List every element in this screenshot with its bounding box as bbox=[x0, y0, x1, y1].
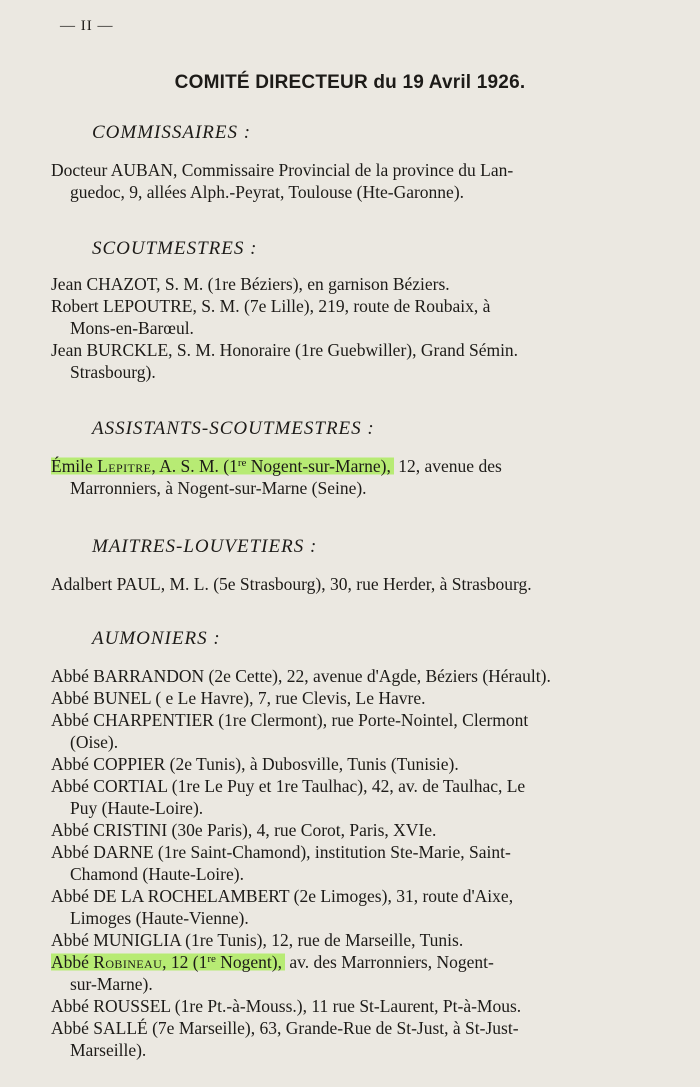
entry-line: Abbé ROUSSEL (1re Pt.-à-Mouss.), 11 rue St-Laurent, Pt-à-Mous. bbox=[51, 996, 522, 1016]
entry-line: Abbé BUNEL ( e Le Havre), 7, rue Clevis, Le Havre. bbox=[51, 688, 426, 708]
entry-line: Abbé CRISTINI (30e Paris), 4, rue Corot, Paris, XVIe. bbox=[51, 820, 437, 840]
entry-line: guedoc, 9, allées Alph.-Peyrat, Toulouse (Hte-Garonne). bbox=[70, 181, 465, 202]
section-heading-scoutmestres: SCOUTMESTRES : bbox=[92, 238, 258, 259]
entry-line: Mons-en-Barœul. bbox=[70, 317, 194, 338]
section-heading-commissaires: COMMISSAIRES : bbox=[92, 122, 252, 143]
entry-lepitre bbox=[51, 456, 671, 499]
entry-darne bbox=[51, 842, 671, 885]
entry-line: Abbé CORTIAL (1re Le Puy et 1re Taulhac), 42, av. de Taulhac, Le bbox=[51, 776, 526, 796]
entry-line: Abbé COPPIER (2e Tunis), à Dubosville, Tunis (Tunisie). bbox=[51, 754, 459, 774]
entry-line: Docteur AUBAN, Commissaire Provincial de la province du Lan- bbox=[51, 160, 514, 180]
entry-rochelambert bbox=[51, 886, 671, 929]
entry-line: Strasbourg). bbox=[70, 361, 156, 382]
entry-line: Adalbert PAUL, M. L. (5e Strasbourg), 30, rue Herder, à Strasbourg. bbox=[51, 574, 532, 594]
entry-line: Abbé DE LA ROCHELAMBERT (2e Limoges), 31, route d'Aixe, bbox=[51, 886, 514, 906]
section-heading-aumoniers: AUMONIERS : bbox=[92, 628, 221, 649]
entry-line: Abbé SALLÉ (7e Marseille), 63, Grande-Rue de St-Just, à St-Just- bbox=[51, 1018, 519, 1038]
entry-line: (Oise). bbox=[70, 731, 119, 752]
section-heading-assistants: ASSISTANTS-SCOUTMESTRES : bbox=[92, 418, 375, 439]
entry-line: Limoges (Haute-Vienne). bbox=[70, 907, 249, 928]
entry-coppier bbox=[51, 754, 671, 776]
entry-salle bbox=[51, 1018, 671, 1061]
entry-line: Marronniers, à Nogent-sur-Marne (Seine). bbox=[70, 477, 367, 498]
entry-barrandon bbox=[51, 666, 671, 688]
entry-line-highlighted: Émile Lepitre, A. S. M. (1re Nogent-sur-Marne), 12, avenue des bbox=[51, 456, 502, 476]
entry-line: Abbé BARRANDON (2e Cette), 22, avenue d'Agde, Béziers (Hérault). bbox=[51, 666, 551, 686]
entry-lepoutre bbox=[51, 296, 671, 339]
entry-line: Abbé MUNIGLIA (1re Tunis), 12, rue de Marseille, Tunis. bbox=[51, 930, 464, 950]
entry-line-highlighted: Abbé Robineau, 12 (1re Nogent), av. des Marronniers, Nogent- bbox=[51, 952, 494, 972]
highlight-mark: Émile Lepitre, A. S. M. (1re Nogent-sur-Marne), bbox=[51, 456, 394, 476]
entry-line: sur-Marne). bbox=[70, 973, 153, 994]
entry-bunel bbox=[51, 688, 671, 710]
entry-cristini bbox=[51, 820, 671, 842]
entry-line: Puy (Haute-Loire). bbox=[70, 797, 204, 818]
entry-muniglia bbox=[51, 930, 671, 952]
entry-chazot bbox=[51, 274, 671, 296]
entry-line: Jean CHAZOT, S. M. (1re Béziers), en garnison Béziers. bbox=[51, 274, 450, 294]
entry-line: Chamond (Haute-Loire). bbox=[70, 863, 244, 884]
entry-line: Jean BURCKLE, S. M. Honoraire (1re Guebwiller), Grand Sémin. bbox=[51, 340, 519, 360]
entry-paul bbox=[51, 574, 671, 596]
section-heading-louvetiers: MAITRES-LOUVETIERS : bbox=[92, 536, 318, 557]
entry-line: Abbé CHARPENTIER (1re Clermont), rue Porte-Nointel, Clermont bbox=[51, 710, 529, 730]
entry-burckle bbox=[51, 340, 671, 383]
entry-auban bbox=[51, 160, 671, 203]
page-title: COMITÉ DIRECTEUR du 19 Avril 1926. bbox=[174, 72, 526, 93]
entry-line: Robert LEPOUTRE, S. M. (7e Lille), 219, route de Roubaix, à bbox=[51, 296, 491, 316]
page-number: — II — bbox=[60, 18, 114, 34]
entry-roussel bbox=[51, 996, 671, 1018]
entry-robineau bbox=[51, 952, 671, 995]
entry-line: Abbé DARNE (1re Saint-Chamond), institution Ste-Marie, Saint- bbox=[51, 842, 511, 862]
highlight-mark: Abbé Robineau, 12 (1re Nogent), bbox=[51, 952, 285, 972]
entry-charpentier bbox=[51, 710, 671, 753]
entry-line: Marseille). bbox=[70, 1039, 147, 1060]
entry-cortial bbox=[51, 776, 671, 819]
